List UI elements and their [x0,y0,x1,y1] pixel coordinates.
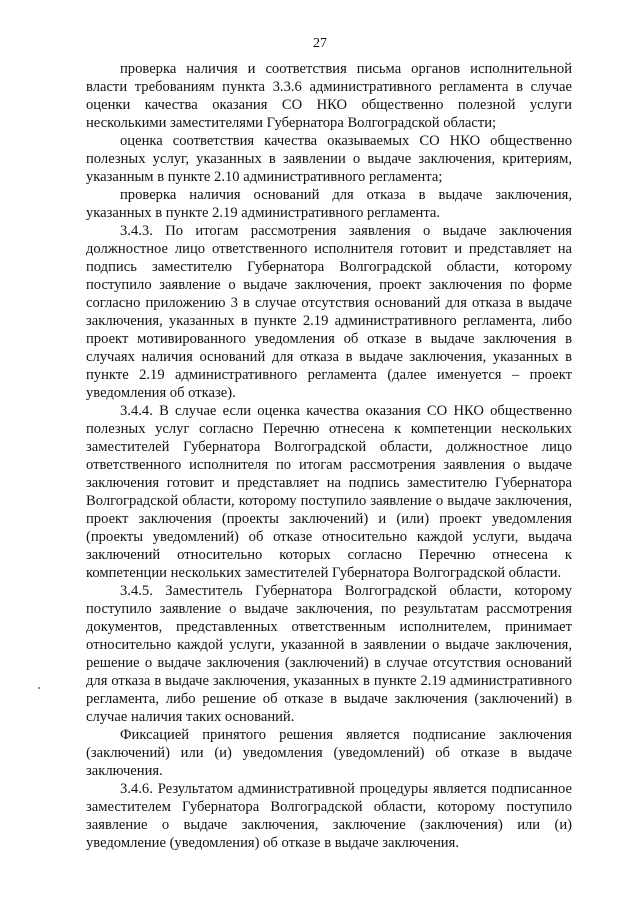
paragraph: 3.4.4. В случае если оценка качества оказания СО НКО общественно полезных услуг согласно Перечню отнесена к компетенции нескольких заместителей Губернатора Волгоградской области, должностное лицо ответственного исполнителя по итогам рассмотрения заявления о выдаче заключения готовит и представляет на подпись заместителю Губернатора Волгоградской области, которому поступило заявление о выдаче заключения, проект заключения (проекты заключений) и (или) проект уведомления (проекты уведомлений) об отказе относительно каждой услуги, выдача заключений относительно которых согласно Перечню отнесена к компетенции нескольких заместителей Губернатора Волгоградской области. [86,403,572,581]
paragraph: проверка наличия оснований для отказа в выдаче заключения, указанных в пункте 2.19 административного регламента. [86,187,572,221]
paragraph: 3.4.5. Заместитель Губернатора Волгоградской области, которому поступило заявление о выдаче заключения, по результатам рассмотрения документов, представленных ответственным исполнителем, принимает относительно каждой услуги, указанной в заявлении о выдаче заключения, решение о выдаче заключения (заключений) в случае отсутствия оснований для отказа в выдаче заключения, указанных в пункте 2.19 административного регламента, либо решение об отказе в выдаче заключения (заключений) в случае наличия таких оснований. [86,583,572,725]
paragraph: 3.4.3. По итогам рассмотрения заявления о выдаче заключения должностное лицо ответственного исполнителя готовит и представляет на подпись заместителю Губернатора Волгоградской области, которому поступило заявление о выдаче заключения, проект заключения по форме согласно приложению 3 в случае отсутствия оснований для отказа в выдаче заключения, указанных в пункте 2.19 административного регламента, либо проект мотивированного уведомления об отказе в выдаче заключения в случаях наличия оснований для отказа в выдаче заключения, указанных в пункте 2.19 административного регламента (далее именуется – проект уведомления об отказе). [86,223,572,401]
paragraph: 3.4.6. Результатом административной процедуры является подписанное заместителем Губернатора Волгоградской области, которому поступило заявление о выдаче заключения, заключение (заключения) или (и) уведомление (уведомления) об отказе в выдаче заключения. [86,781,572,851]
scan-speck [38,687,40,689]
page-number: 27 [313,36,327,51]
document-body [86,60,572,852]
paragraph: оценка соответствия качества оказываемых СО НКО общественно полезных услуг, указанных в заявлении о выдаче заключения, критериям, указанным в пункте 2.10 административного регламента; [86,133,572,185]
paragraph: Фиксацией принятого решения является подписание заключения (заключений) или (и) уведомления (уведомлений) об отказе в выдаче заключения. [86,727,572,779]
paragraph: проверка наличия и соответствия письма органов исполнительной власти требованиям пункта 3.3.6 административного регламента в случае оценки качества оказания СО НКО общественно полезной услуги несколькими заместителями Губернатора Волгоградской области; [86,61,572,131]
